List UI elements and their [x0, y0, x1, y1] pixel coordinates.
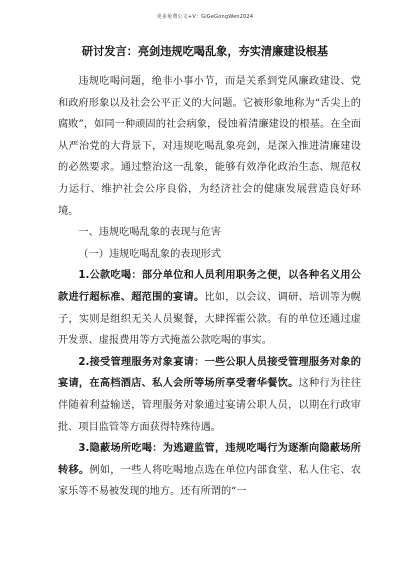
item-lead: 2.接受管理服务对象宴请：一些公职人员接受管理服务对象的宴请，在高档酒店、私人会所等场所享受奢华餐饮。 [58, 356, 361, 390]
item-lead: 3.隐蔽场所吃喝：为逃避监管，违规吃喝行为逐渐向隐蔽场所转移。 [58, 443, 361, 476]
item-lead: 1.公款吃喝：部分单位和人员利用职务之便，以各种名义用公款进行超标准、超范围的宴请。 [58, 270, 361, 303]
item-text: 这种行为往往伴随着利益输送，管理服务对象通过宴请公职人员，以期在行政审批、项目监管等方面获得特殊待遇。 [58, 378, 362, 433]
list-item [58, 265, 361, 351]
item-text: 比如，以会议、调研、培训等为幌子，实则是组织无关人员聚餐，大肆挥霍公款。有的单位还通过虚开发票、虚报费用等方式掩盖公款吃喝的事实。 [58, 291, 361, 347]
list-item [58, 438, 361, 503]
subsection-heading: （一）违规吃喝乱象的表现形式 [78, 248, 222, 260]
list-item [58, 352, 361, 438]
header-note: 更多免费公文+V：GiGeGongWen2024 [156, 14, 254, 20]
section-heading: 一、违规吃喝乱象的表现与危害 [78, 227, 222, 239]
document-title: 研讨发言：亮剑违规吃喝乱象，夯实清廉建设根基 [81, 45, 329, 58]
document-body [58, 71, 361, 503]
item-text: 例如，一些人将吃喝地点选在单位内部食堂、私人住宅、农家乐等不易被发现的地方。还有所谓的“一 [58, 464, 361, 498]
intro-paragraph: 违规吃喝问题，绝非小事小节，而是关系到党风廉政建设、党和政府形象以及社会公平正义的大问题。它被形象地称为“舌尖上的腐败”，如同一种顽固的社会病象，侵蚀着清廉建设的根基。在全面从严治党的大背景下，对违规吃喝乱象亮剑，是深入推进清廉建设的必然要求。通过整治这一乱象，能够有效净化政治生态、规范权力运行、维护社会公序良俗，为经济社会的健康发展营造良好环境。 [58, 76, 361, 217]
